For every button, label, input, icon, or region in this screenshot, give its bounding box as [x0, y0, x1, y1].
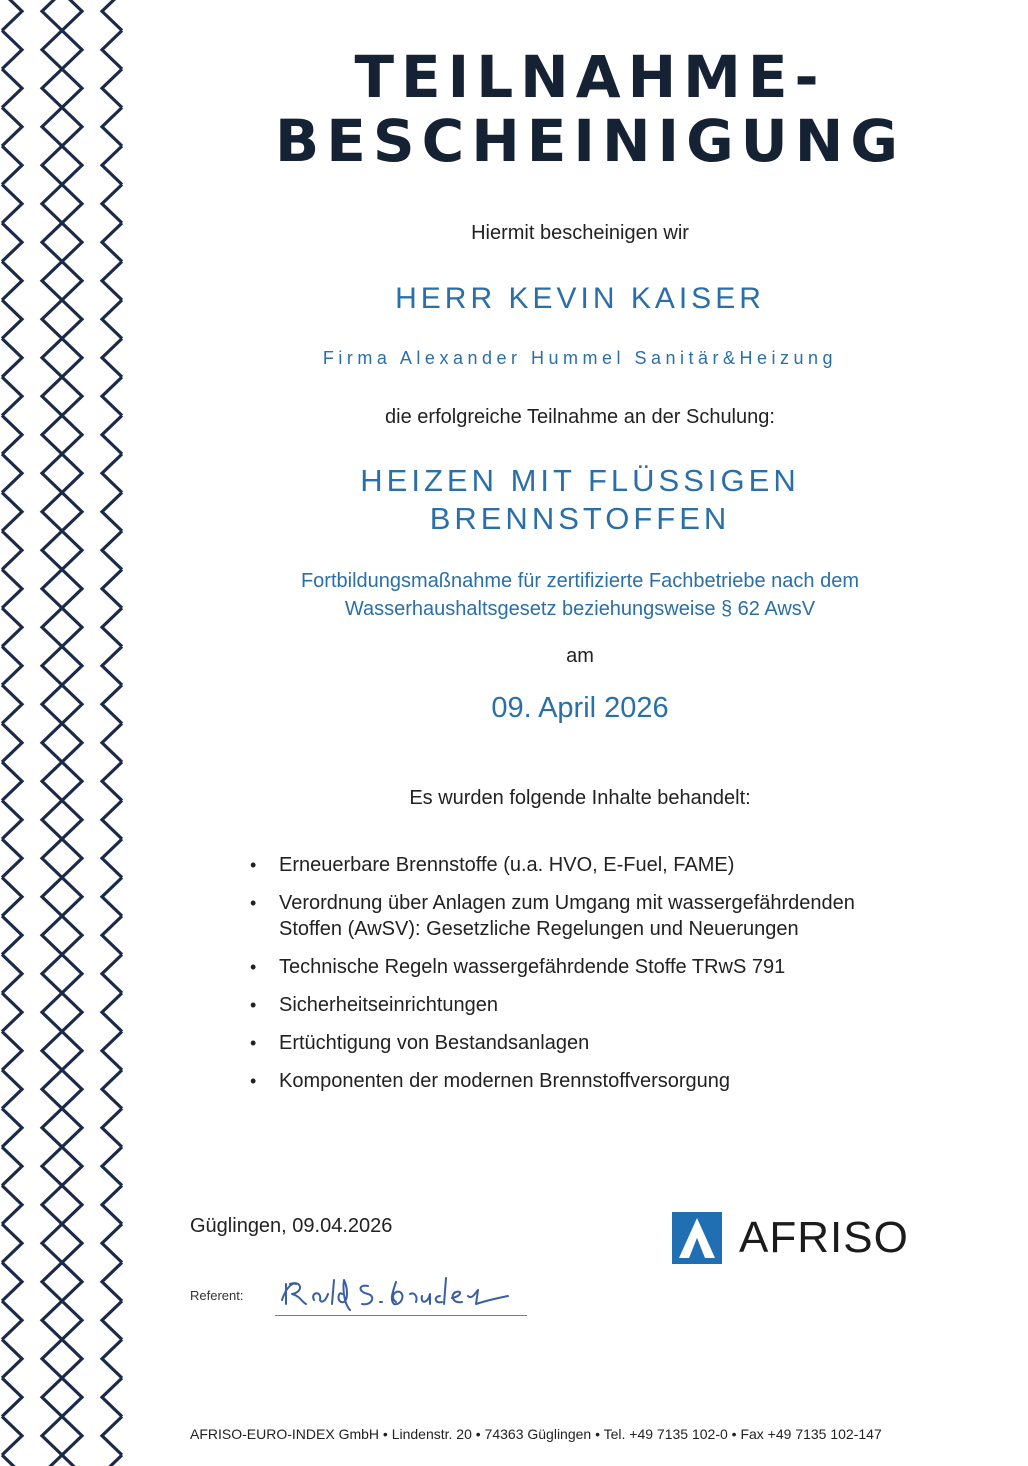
- signature-line: [275, 1315, 527, 1316]
- participant-name: HERR KEVIN KAISER: [395, 282, 765, 315]
- afriso-logo-text: AFRISO: [739, 1213, 909, 1262]
- course-title-line-2: BRENNSTOFFEN: [429, 501, 731, 536]
- company-name: Firma Alexander Hummel Sanitär&Heizung: [322, 348, 838, 368]
- topics-list: [248, 852, 968, 1106]
- topics-intro: Es wurden folgende Inhalte behandelt:: [409, 787, 751, 809]
- topic-item: • Ertüchtigung von Bestandsanlagen: [248, 1030, 968, 1056]
- certificate-title-line-2: BESCHEINIGUNG: [275, 107, 905, 175]
- company-footer: AFRISO-EURO-INDEX GmbH • Lindenstr. 20 • 74363 Güglingen • Tel. +49 7135 102-0 • Fax +49 7135 102-147: [190, 1426, 882, 1442]
- topic-item: • Erneuerbare Brennstoffe (u.a. HVO, E-Fuel, FAME): [248, 852, 968, 878]
- certificate-title-line-1: TEILNAHME-: [354, 43, 826, 111]
- topic-item: • Technische Regeln wassergefährdende Stoffe TRwS 791: [248, 954, 968, 980]
- success-text: die erfolgreiche Teilnahme an der Schulung:: [385, 406, 775, 428]
- course-title: [150, 462, 1010, 538]
- course-description-line-2: Wasserhaushaltsgesetz beziehungsweise § 62 AwsV: [344, 598, 816, 620]
- topic-item: • Verordnung über Anlagen zum Umgang mit wassergefährdenden Stoffen (AwSV): Gesetzliche Regelungen und Neuerungen: [248, 890, 968, 942]
- course-description-line-1: Fortbildungsmaßnahme für zertifizierte Fachbetriebe nach dem: [300, 570, 860, 592]
- topic-item: • Komponenten der modernen Brennstoffversorgung: [248, 1068, 968, 1094]
- course-description: [150, 567, 1010, 623]
- intro-text: Hiermit bescheinigen wir: [471, 222, 689, 244]
- course-date: 09. April 2026: [491, 692, 669, 724]
- afriso-logo-icon: [672, 1212, 722, 1264]
- place-and-date: Güglingen, 09.04.2026: [190, 1215, 393, 1237]
- decorative-zigzag-border: [0, 0, 130, 1466]
- topic-item: • Sicherheitseinrichtungen: [248, 992, 968, 1018]
- course-title-line-1: HEIZEN MIT FLÜSSIGEN: [360, 463, 800, 498]
- date-prefix: am: [566, 645, 594, 667]
- referent-label: Referent:: [190, 1288, 244, 1303]
- signature-icon: [272, 1270, 530, 1320]
